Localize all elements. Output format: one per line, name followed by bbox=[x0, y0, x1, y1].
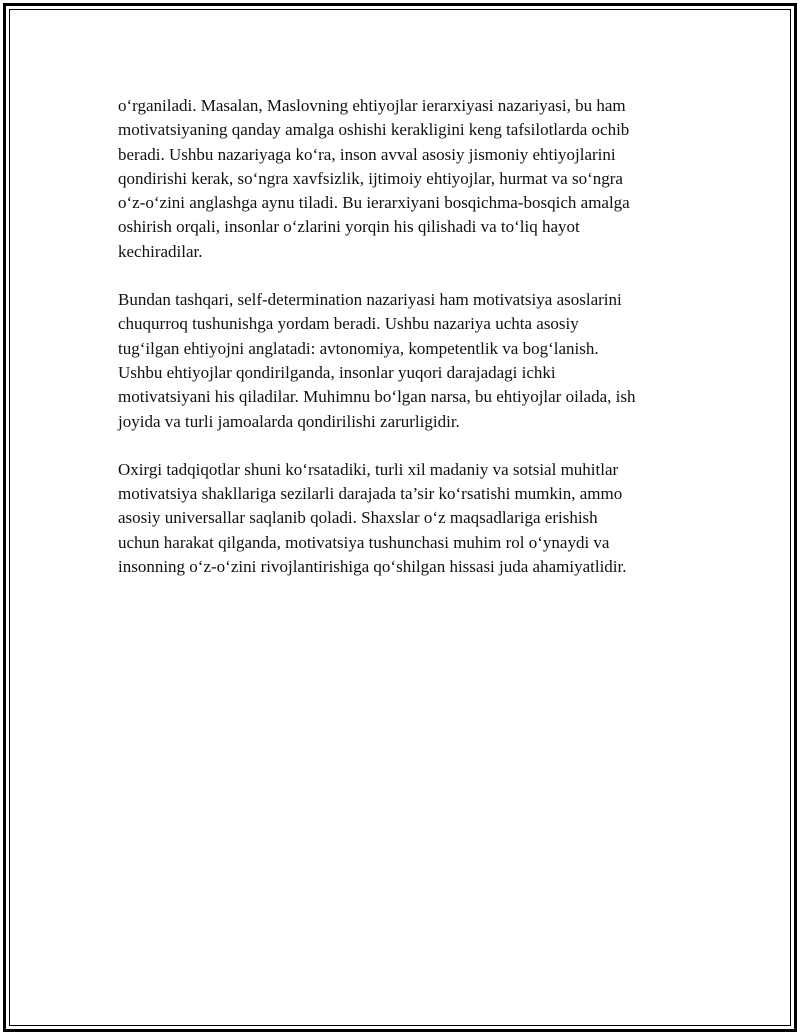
paragraph-1 bbox=[118, 94, 686, 264]
text-line: beradi. Ushbu nazariyaga ko‘ra, inson avval asosiy jismoniy ehtiyojlarini bbox=[118, 144, 616, 164]
paragraph-2 bbox=[118, 288, 686, 434]
text-line: motivatsiya shakllariga sezilarli darajada ta’sir ko‘rsatishi mumkin, ammo bbox=[118, 484, 623, 504]
paragraph-3 bbox=[118, 458, 686, 579]
text-line: Oxirgi tadqiqotlar shuni ko‘rsatadiki, turli xil madaniy va sotsial muhitlar bbox=[118, 459, 619, 479]
text-line: motivatsiyani his qiladilar. Muhimnu bo‘lgan narsa, bu ehtiyojlar oilada, ish bbox=[118, 387, 636, 407]
text-line: uchun harakat qilganda, motivatsiya tushunchasi muhim rol o‘ynaydi va bbox=[118, 532, 610, 552]
text-line: qondirishi kerak, so‘ngra xavfsizlik, ijtimoiy ehtiyojlar, hurmat va so‘ngra bbox=[118, 168, 623, 188]
text-line: kechiradilar. bbox=[118, 241, 203, 261]
text-line: Ushbu ehtiyojlar qondirilganda, insonlar yuqori darajadagi ichki bbox=[118, 362, 556, 382]
text-line: chuqurroq tushunishga yordam beradi. Ushbu nazariya uchta asosiy bbox=[118, 314, 579, 334]
text-line: insonning o‘z-o‘zini rivojlantirishiga qo‘shilgan hissasi juda ahamiyatlidir. bbox=[118, 557, 627, 577]
text-line: joyida va turli jamoalarda qondirilishi zarurligidir. bbox=[118, 411, 460, 431]
text-line: motivatsiyaning qanday amalga oshishi kerakligini keng tafsilotlarda ochib bbox=[118, 120, 630, 140]
text-line: o‘rganiladi. Masalan, Maslovning ehtiyojlar ierarxiyasi nazariyasi, bu ham bbox=[118, 96, 626, 115]
text-line: tug‘ilgan ehtiyojni anglatadi: avtonomiya, kompetentlik va bog‘lanish. bbox=[118, 338, 599, 358]
text-line: oshirish orqali, insonlar o‘zlarini yorqin his qilishadi va to‘liq hayot bbox=[118, 217, 580, 237]
document-body bbox=[118, 94, 686, 603]
text-line: o‘z-o‘zini anglashga aynu tiladi. Bu ierarxiyani bosqichma-bosqich amalga bbox=[118, 193, 630, 213]
text-line: asosiy universallar saqlanib qoladi. Shaxslar o‘z maqsadlariga erishish bbox=[118, 508, 598, 528]
text-line: Bundan tashqari, self-determination nazariyasi ham motivatsiya asoslarini bbox=[118, 290, 622, 310]
